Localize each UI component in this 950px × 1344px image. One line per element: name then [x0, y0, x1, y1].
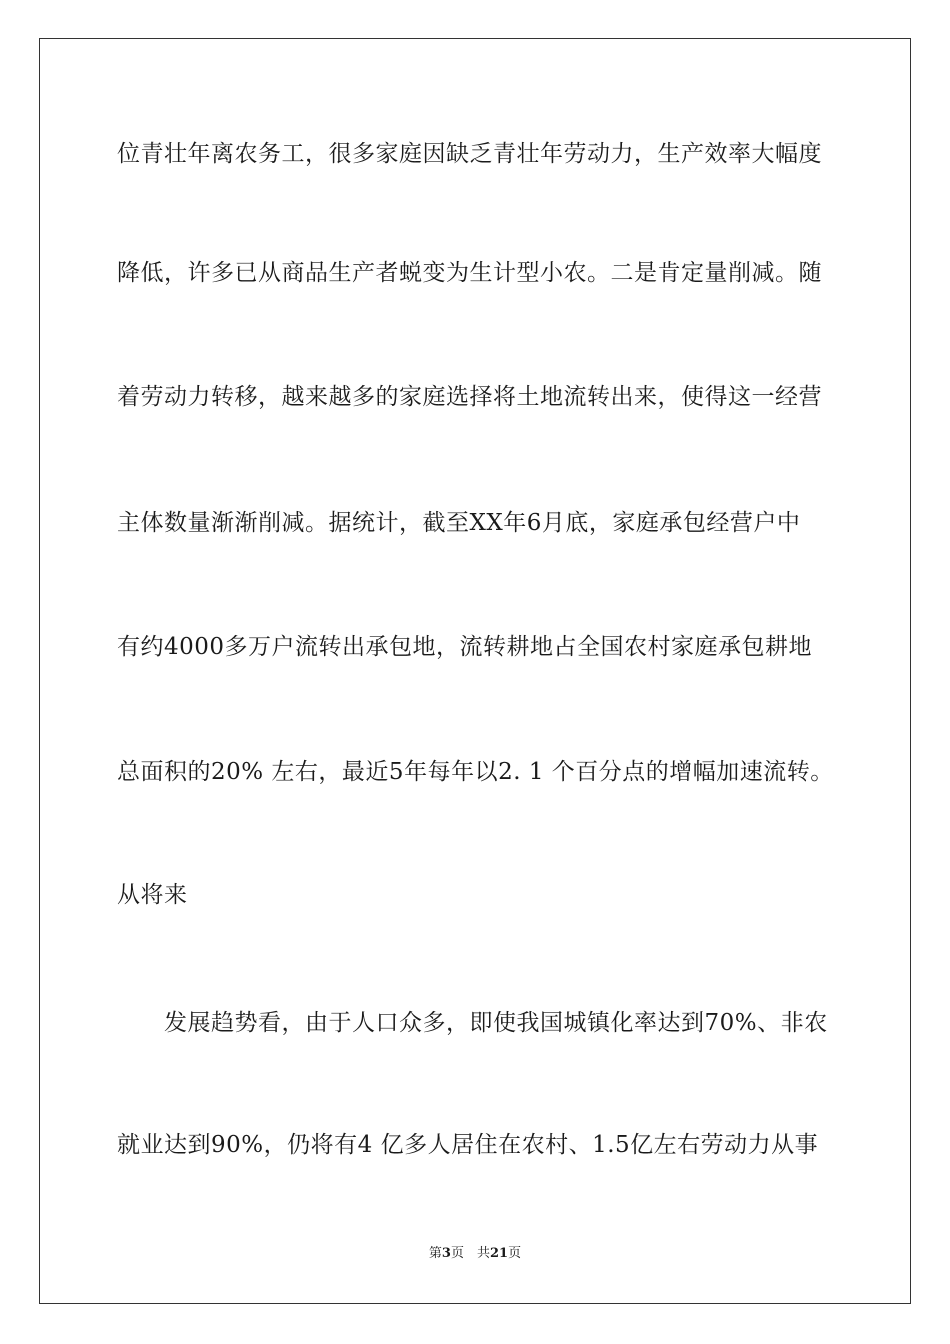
footer-total-pages: 21	[489, 1246, 509, 1261]
footer-total-suffix: 页	[508, 1246, 522, 1261]
body-line-2: 降低，许多已从商品生产者蜕变为生计型小农。二是肯定量削减。随	[117, 260, 822, 286]
body-line-4: 主体数量渐渐削减。据统计，截至XX年6月底，家庭承包经营户中	[117, 510, 801, 536]
body-line-1: 位青壮年离农务工，很多家庭因缺乏青壮年劳动力，生产效率大幅度	[117, 141, 822, 167]
body-line-3: 着劳动力转移，越来越多的家庭选择将土地流转出来，使得这一经营	[117, 384, 822, 410]
body-line-5: 有约4000多万户流转出承包地，流转耕地占全国农村家庭承包耕地	[117, 634, 813, 660]
footer-page-prefix: 第	[428, 1246, 442, 1261]
body-line-6: 总面积的20% 左右，最近5年每年以2. 1 个百分点的增幅加速流转。	[117, 759, 834, 785]
page-footer	[0, 1245, 950, 1263]
page-border	[39, 38, 911, 1304]
footer-page-suffix: 页 共	[450, 1246, 490, 1261]
body-line-9: 就业达到90%，仍将有4 亿多人居住在农村、1.5亿左右劳动力从事	[117, 1132, 819, 1158]
footer-page-number: 3	[441, 1246, 451, 1261]
body-line-8: 发展趋势看，由于人口众多，即使我国城镇化率达到70%、非农	[117, 1010, 828, 1036]
body-line-7: 从将来	[117, 882, 188, 908]
